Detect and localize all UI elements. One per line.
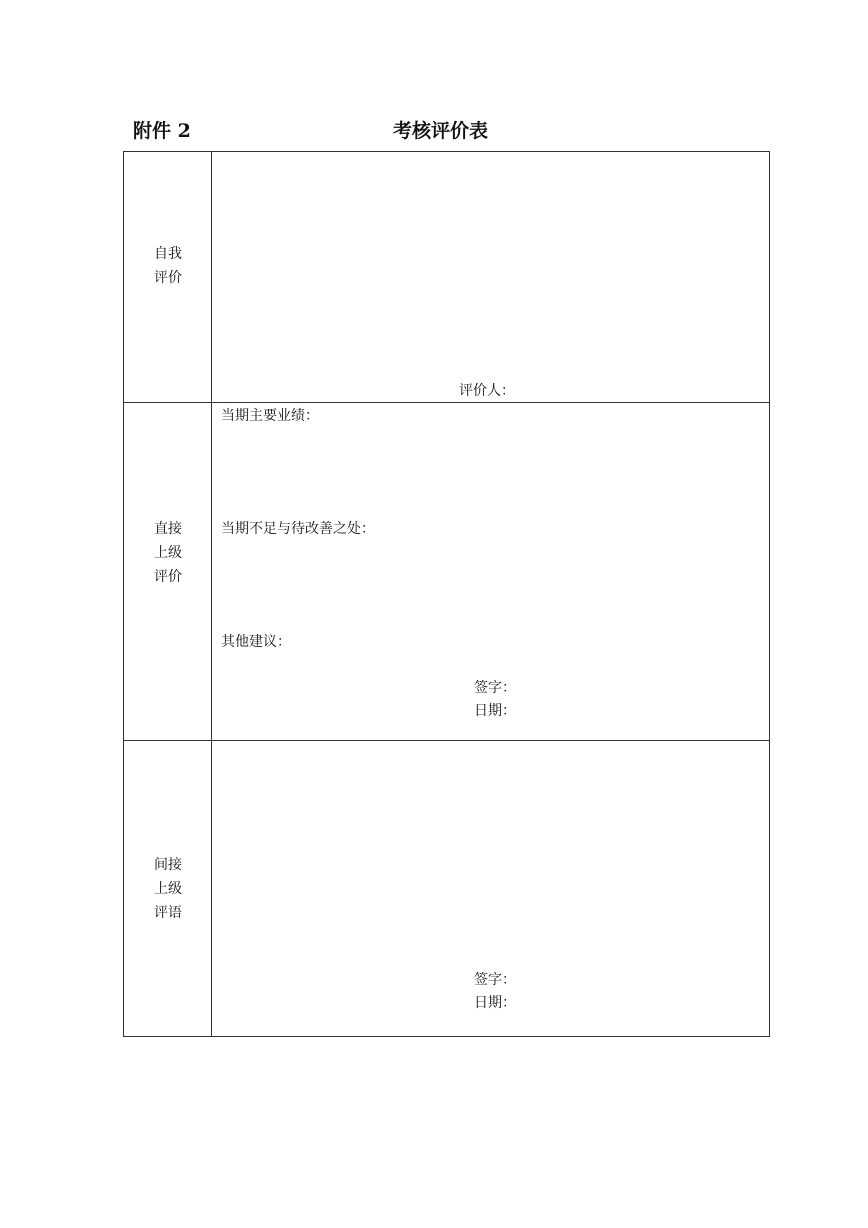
direct-supervisor-label-line2: 上级 bbox=[154, 545, 182, 561]
self-evaluation-section bbox=[124, 152, 769, 403]
indirect-supervisor-content-cell[interactable] bbox=[212, 741, 769, 1036]
direct-signature-label: 签字： bbox=[474, 680, 516, 696]
self-evaluation-label-cell bbox=[124, 152, 212, 402]
document-title: 考核评价表 bbox=[393, 120, 489, 142]
self-evaluation-content-cell[interactable] bbox=[212, 152, 769, 402]
direct-supervisor-content-cell[interactable] bbox=[212, 403, 769, 740]
evaluator-label: 评价人： bbox=[459, 383, 515, 399]
indirect-supervisor-label-line1: 间接 bbox=[154, 857, 182, 873]
indirect-supervisor-section bbox=[124, 741, 769, 1036]
indirect-signature-label: 签字： bbox=[474, 972, 516, 988]
direct-supervisor-label-line1: 直接 bbox=[154, 521, 182, 537]
direct-supervisor-label-cell bbox=[124, 403, 212, 740]
attachment-label: 附件 2 bbox=[133, 120, 191, 142]
self-evaluation-label-line2: 评价 bbox=[154, 270, 182, 286]
direct-date-label: 日期： bbox=[474, 703, 516, 719]
improvements-label: 当期不足与待改善之处： bbox=[221, 521, 375, 537]
self-evaluation-label-line1: 自我 bbox=[154, 246, 182, 262]
direct-supervisor-section bbox=[124, 403, 769, 741]
indirect-supervisor-label-line2: 上级 bbox=[154, 881, 182, 897]
indirect-supervisor-label-line3: 评语 bbox=[154, 905, 182, 921]
suggestions-label: 其他建议： bbox=[221, 634, 291, 650]
achievements-label: 当期主要业绩： bbox=[221, 408, 319, 424]
direct-supervisor-label-line3: 评价 bbox=[154, 569, 182, 585]
indirect-date-label: 日期： bbox=[474, 995, 516, 1011]
evaluation-form-table bbox=[123, 151, 770, 1037]
indirect-supervisor-label-cell bbox=[124, 741, 212, 1036]
